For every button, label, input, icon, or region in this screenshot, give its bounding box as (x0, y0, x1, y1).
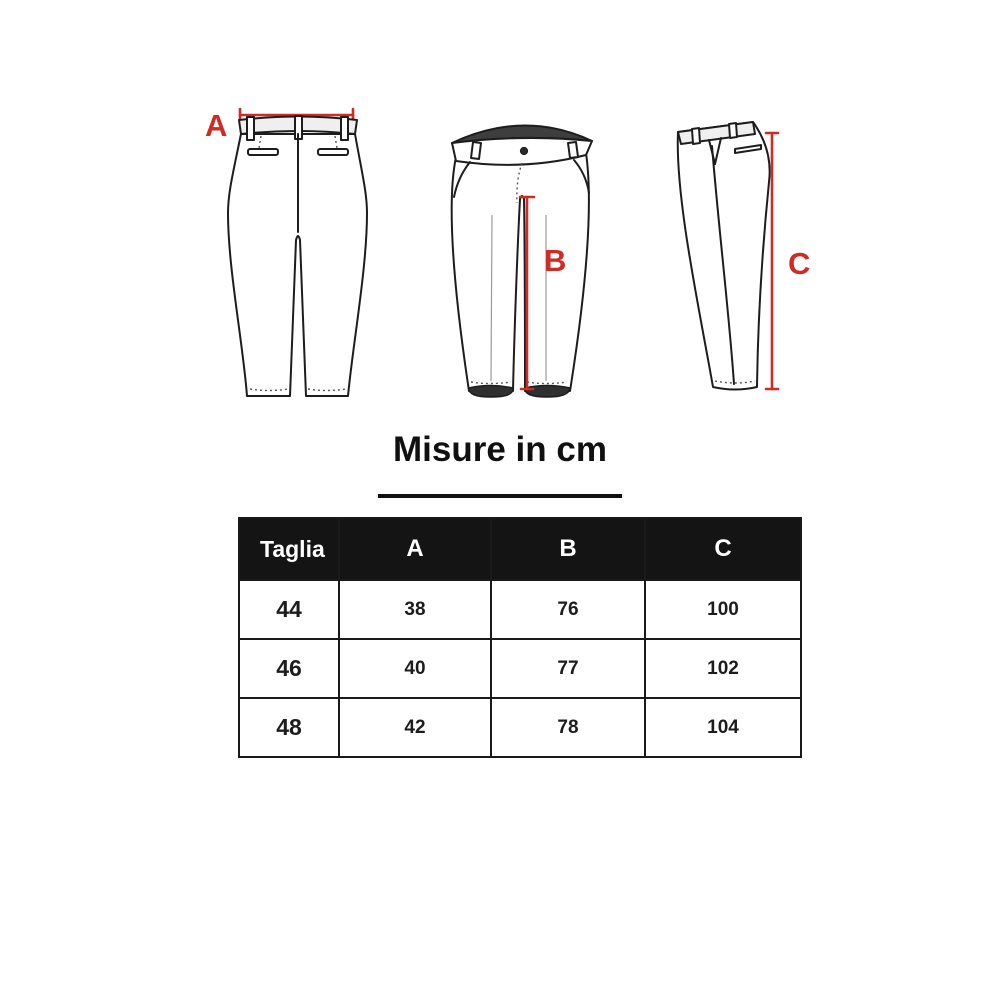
pants-front-view-diagram (440, 105, 610, 410)
pants-front-outline (452, 125, 592, 397)
measure-a-cell: 40 (339, 639, 491, 698)
hem-right (525, 386, 570, 398)
measure-label-c: C (788, 246, 811, 281)
measure-b-cell: 76 (491, 580, 645, 639)
size-value-cell: 48 (239, 698, 339, 757)
size-value-cell: 46 (239, 639, 339, 698)
measure-b-cell: 77 (491, 639, 645, 698)
size-table (238, 517, 802, 758)
col-header-b: B (491, 518, 645, 580)
measure-c-cell: 104 (645, 698, 801, 757)
table-header-row (239, 518, 801, 580)
pants-back-view-diagram (195, 98, 375, 410)
measure-b-cell: 78 (491, 698, 645, 757)
measure-c-cell: 100 (645, 580, 801, 639)
col-header-c: C (645, 518, 801, 580)
pants-side-view-diagram (655, 112, 825, 407)
measure-label-a: A (205, 108, 228, 143)
title-underline (378, 494, 622, 498)
pants-side-outline (678, 122, 770, 390)
back-pocket-right (318, 149, 348, 155)
measure-c-cell: 102 (645, 639, 801, 698)
hem-left (469, 386, 513, 398)
measure-a-cell: 38 (339, 580, 491, 639)
col-header-taglia: Taglia (239, 518, 339, 580)
measure-label-b: B (544, 243, 567, 278)
col-header-a: A (339, 518, 491, 580)
back-pocket-left (248, 149, 278, 155)
page-title: Misure in cm (393, 430, 607, 469)
size-value-cell: 44 (239, 580, 339, 639)
table-row (239, 639, 801, 698)
pants-back-outline (228, 116, 367, 396)
table-row (239, 580, 801, 639)
waist-button (520, 147, 527, 154)
measure-a-cell: 42 (339, 698, 491, 757)
table-row (239, 698, 801, 757)
